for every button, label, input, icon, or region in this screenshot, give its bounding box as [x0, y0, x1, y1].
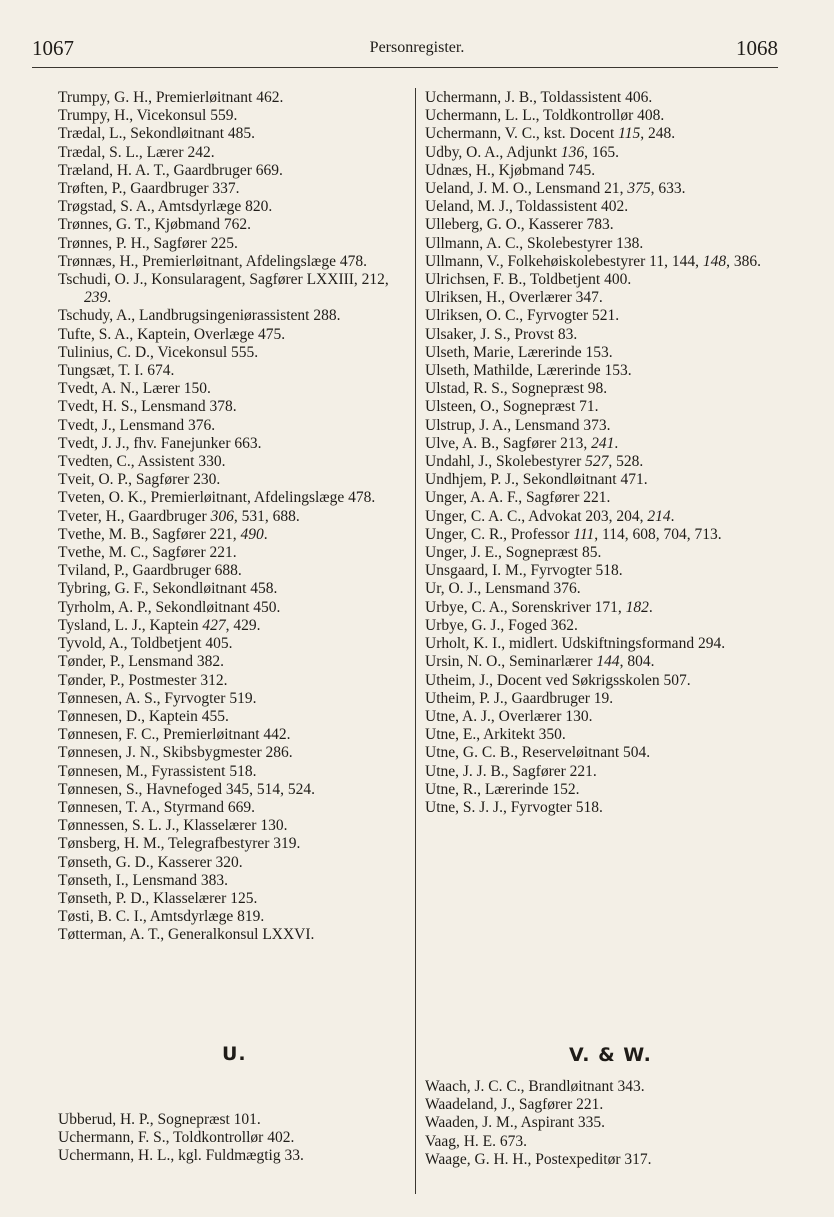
register-entry — [58, 726, 410, 744]
entry-text: . — [614, 434, 619, 452]
italic-page-reference: 148 — [702, 252, 727, 270]
entry-text: Tyrholm, A. P., Sekondløitnant 450. — [58, 598, 281, 616]
register-entry — [425, 635, 785, 653]
left-page-number: 1067 — [32, 36, 74, 60]
entry-text: Waach, J. C. C., Brandløitnant 343. — [425, 1078, 645, 1095]
register-entry — [58, 307, 410, 325]
entry-text: Ulrichsen, F. B., Toldbetjent 400. — [425, 271, 632, 289]
register-entry — [58, 672, 410, 690]
italic-page-reference: 144 — [596, 653, 620, 671]
entry-text: . — [648, 598, 653, 616]
entry-text: Tøsti, B. C. I., Amtsdyrlæge 819. — [58, 908, 265, 926]
entry-text: Tveit, O. P., Sagfører 230. — [58, 471, 221, 489]
register-entry — [425, 198, 785, 216]
register-entry — [58, 198, 410, 216]
entry-text: Tønseth, P. D., Klasselærer 125. — [58, 889, 258, 907]
register-entry — [58, 508, 410, 526]
register-entry — [425, 162, 785, 180]
entry-text: Træland, H. A. T., Gaardbruger 669. — [58, 161, 283, 179]
register-entry — [425, 271, 785, 289]
entry-text: Utne, G. C. B., Reserveløitnant 504. — [425, 744, 651, 762]
entry-text: Utne, R., Lærerinde 152. — [425, 780, 580, 798]
entry-text: Tschudy, A., Landbrugsingeniørassistent 288. — [58, 307, 341, 325]
entry-text: Vaag, H. E. 673. — [425, 1132, 528, 1150]
register-entry — [425, 544, 785, 562]
register-entry — [425, 508, 785, 526]
italic-page-reference: 527 — [585, 453, 609, 471]
register-entry — [58, 708, 410, 726]
entry-text: Tønnesen, D., Kaptein 455. — [58, 707, 229, 725]
entry-text: Trumpy, H., Vicekonsul 559. — [58, 107, 238, 125]
register-entry — [425, 289, 785, 307]
register-entry — [58, 872, 410, 890]
register-entry — [58, 744, 410, 762]
entry-text: Udby, O. A., Adjunkt — [425, 143, 561, 161]
italic-page-reference: 182 — [625, 598, 649, 616]
entry-text: Utheim, P. J., Gaardbruger 19. — [425, 689, 614, 707]
entry-text: Urholt, K. I., midlert. Udskiftningsformand 294. — [425, 635, 726, 653]
entry-text: Ur, O. J., Lensmand 376. — [425, 580, 581, 598]
entry-text: Ulseth, Marie, Lærerinde 153. — [425, 343, 613, 361]
entry-text: Uchermann, H. L., kgl. Fuldmægtig 33. — [58, 1147, 304, 1165]
register-entry — [425, 562, 785, 580]
entry-text: Tønnesen, J. N., Skibsbygmester 286. — [58, 744, 293, 762]
entry-text: . — [263, 525, 268, 543]
entry-text: Tønder, P., Lensmand 382. — [58, 653, 224, 671]
register-entry — [425, 672, 785, 690]
entry-text: Ullmann, V., Folkehøiskolebestyrer 11, 144, — [425, 252, 703, 270]
register-entry — [425, 471, 785, 489]
entry-text: Tvedt, J. J., fhv. Fanejunker 663. — [58, 434, 262, 452]
register-entry — [58, 162, 410, 180]
register-entry — [425, 617, 785, 635]
register-entry — [58, 89, 410, 107]
register-entry — [425, 362, 785, 380]
register-entry — [58, 690, 410, 708]
entry-text: Uchermann, J. B., Toldassistent 406. — [425, 89, 653, 106]
section-vw-entries — [425, 1078, 785, 1169]
entry-text: Trædal, S. L., Lærer 242. — [58, 143, 215, 161]
register-entry — [58, 489, 410, 507]
entry-text: , 114, 608, 704, 713. — [594, 525, 722, 543]
register-entry — [425, 489, 785, 507]
register-entry — [58, 216, 410, 234]
register-entry — [425, 453, 785, 471]
entry-text: Ursin, N. O., Seminarlærer — [425, 653, 597, 671]
register-entry — [425, 1096, 785, 1114]
register-entry — [425, 580, 785, 598]
register-entry — [58, 471, 410, 489]
entry-text: , 429. — [225, 616, 261, 634]
register-entry — [58, 1129, 410, 1147]
entry-text: Waaden, J. M., Aspirant 335. — [425, 1114, 605, 1132]
register-entry — [58, 107, 410, 125]
right-column-entries — [425, 89, 785, 817]
register-entry — [58, 544, 410, 562]
entry-text: Unger, C. R., Professor — [425, 525, 574, 543]
entry-text: Tønnesen, S., Havnefoged 345, 514, 524. — [58, 780, 315, 798]
register-entry — [58, 926, 410, 944]
entry-text: Trøgstad, S. A., Amtsdyrlæge 820. — [58, 198, 273, 216]
register-entry — [58, 235, 410, 253]
entry-text: , 633. — [650, 180, 686, 198]
register-entry — [58, 1147, 410, 1165]
register-entry — [58, 580, 410, 598]
register-entry — [58, 835, 410, 853]
entry-text: Utne, J. J. B., Sagfører 221. — [425, 762, 597, 780]
register-entry — [425, 1151, 785, 1169]
entry-text: Urbye, C. A., Sorenskriver 171, — [425, 598, 626, 616]
entry-text: Tvedt, J., Lensmand 376. — [58, 416, 216, 434]
entry-text: Tungsæt, T. I. 674. — [58, 362, 175, 380]
entry-text: Ulriksen, O. C., Fyrvogter 521. — [425, 307, 620, 325]
entry-text: Tulinius, C. D., Vicekonsul 555. — [58, 343, 259, 361]
right-page-number: 1068 — [736, 36, 778, 60]
entry-text: Waadeland, J., Sagfører 221. — [425, 1096, 604, 1114]
entry-text: Ueland, M. J., Toldassistent 402. — [425, 198, 629, 216]
entry-text: Tveter, H., Gaardbruger — [58, 507, 211, 525]
register-entry — [58, 1111, 410, 1129]
register-entry — [425, 380, 785, 398]
entry-text: Tønnesen, A. S., Fyrvogter 519. — [58, 689, 257, 707]
register-entry — [425, 253, 785, 271]
register-entry — [425, 326, 785, 344]
register-entry — [425, 690, 785, 708]
entry-text: , 386. — [726, 252, 761, 270]
italic-page-reference: 214 — [647, 507, 671, 525]
entry-text: Ulstrup, J. A., Lensmand 373. — [425, 416, 611, 434]
entry-text: Tvethe, M. C., Sagfører 221. — [58, 544, 237, 562]
entry-text: Ulleberg, G. O., Kasserer 783. — [425, 216, 614, 234]
entry-text: Uchermann, V. C., kst. Docent — [425, 125, 619, 143]
register-entry — [425, 144, 785, 162]
register-entry — [58, 817, 410, 835]
register-entry — [58, 144, 410, 162]
entry-text: , 531, 688. — [233, 507, 300, 525]
entry-text: Tyvold, A., Toldbetjent 405. — [58, 635, 233, 653]
register-entry — [58, 908, 410, 926]
register-entry — [425, 307, 785, 325]
entry-text: Tysland, L. J., Kaptein — [58, 616, 203, 634]
register-entry — [425, 781, 785, 799]
entry-text: Tveten, O. K., Premierløitnant, Afdelingslæge 478. — [58, 489, 376, 507]
entry-text: Ulsaker, J. S., Provst 83. — [425, 325, 578, 343]
register-entry — [425, 653, 785, 671]
entry-text: Tønnesen, T. A., Styrmand 669. — [58, 798, 256, 816]
entry-text: Ulsteen, O., Sognepræst 71. — [425, 398, 599, 416]
entry-text: Utne, S. J. J., Fyrvogter 518. — [425, 798, 603, 816]
entry-text: Tvedten, C., Assistent 330. — [58, 453, 226, 471]
italic-page-reference: 490 — [240, 525, 264, 543]
entry-text: Tybring, G. F., Sekondløitnant 458. — [58, 580, 278, 598]
register-entry — [425, 1078, 785, 1096]
italic-page-reference: 111 — [573, 525, 595, 543]
register-entry — [425, 435, 785, 453]
entry-text: Tønsberg, H. M., Telegrafbestyrer 319. — [58, 835, 301, 853]
entry-text: Udnæs, H., Kjøbmand 745. — [425, 161, 596, 179]
register-entry — [425, 216, 785, 234]
entry-text: Tønseth, G. D., Kasserer 320. — [58, 853, 243, 871]
italic-page-reference: 115 — [618, 125, 641, 143]
header-rule — [32, 67, 778, 68]
entry-text: Ueland, J. M. O., Lensmand 21, — [425, 180, 628, 198]
entry-text: Tønnesen, M., Fyrassistent 518. — [58, 762, 257, 780]
entry-text: , 804. — [619, 653, 655, 671]
register-entry — [58, 799, 410, 817]
register-entry — [58, 398, 410, 416]
entry-text: Unger, J. E., Sognepræst 85. — [425, 544, 602, 562]
entry-text: , 248. — [640, 125, 676, 143]
register-entry — [425, 763, 785, 781]
italic-page-reference: 241 — [591, 434, 615, 452]
entry-text: Ubberud, H. P., Sognepræst 101. — [58, 1111, 261, 1128]
entry-text: Uchermann, F. S., Toldkontrollør 402. — [58, 1129, 295, 1147]
entry-text: Tønseth, I., Lensmand 383. — [58, 871, 229, 889]
register-entry — [58, 253, 410, 271]
entry-text: , 165. — [584, 143, 620, 161]
entry-text: Urbye, G. J., Foged 362. — [425, 616, 578, 634]
entry-text: . — [107, 289, 112, 307]
register-entry — [58, 526, 410, 544]
register-entry — [425, 417, 785, 435]
register-entry — [425, 726, 785, 744]
register-entry — [425, 180, 785, 198]
entry-text: Tschudi, O. J., Konsularagent, Sagfører LXXIII, 212, — [58, 271, 389, 289]
register-entry — [58, 763, 410, 781]
register-entry — [58, 854, 410, 872]
register-entry — [58, 417, 410, 435]
register-entry — [425, 708, 785, 726]
register-entry — [58, 617, 410, 635]
register-entry — [58, 344, 410, 362]
entry-text: Ullmann, A. C., Skolebestyrer 138. — [425, 234, 644, 252]
section-heading-u: U. — [222, 1043, 247, 1065]
entry-text: Tøtterman, A. T., Generalkonsul LXXVI. — [58, 926, 315, 944]
register-entry — [425, 599, 785, 617]
register-entry — [58, 562, 410, 580]
register-entry — [425, 107, 785, 125]
entry-text: Tviland, P., Gaardbruger 688. — [58, 562, 242, 580]
italic-page-reference: 375 — [627, 180, 651, 198]
register-entry — [58, 271, 410, 307]
register-entry — [58, 890, 410, 908]
page-title: Personregister. — [369, 39, 465, 56]
register-entry — [425, 125, 785, 143]
entry-text: Utne, A. J., Overlærer 130. — [425, 707, 593, 725]
entry-text: Uchermann, L. L., Toldkontrollør 408. — [425, 107, 665, 125]
italic-page-reference: 239 — [84, 289, 108, 307]
entry-text: Waage, G. H. H., Postexpeditør 317. — [425, 1150, 652, 1168]
entry-text: Unsgaard, I. M., Fyrvogter 518. — [425, 562, 623, 580]
entry-text: Unger, C. A. C., Advokat 203, 204, — [425, 507, 648, 525]
entry-text: Tufte, S. A., Kaptein, Overlæge 475. — [58, 325, 286, 343]
italic-page-reference: 427 — [202, 616, 226, 634]
register-entry — [58, 380, 410, 398]
register-entry — [425, 398, 785, 416]
entry-text: Trøften, P., Gaardbruger 337. — [58, 180, 240, 198]
register-entry — [425, 799, 785, 817]
section-heading-vw: V. & W. — [569, 1044, 652, 1066]
entry-text: Ulstad, R. S., Sognepræst 98. — [425, 380, 608, 398]
entry-text: Utne, E., Arkitekt 350. — [425, 726, 566, 744]
section-u-entries — [58, 1111, 410, 1166]
entry-text: Tønder, P., Postmester 312. — [58, 671, 228, 689]
register-entry — [425, 526, 785, 544]
register-entry — [425, 1133, 785, 1151]
entry-text: Tønnessen, S. L. J., Klasselærer 130. — [58, 817, 288, 835]
entry-text: Undahl, J., Skolebestyrer — [425, 453, 586, 471]
entry-text: Ulriksen, H., Overlærer 347. — [425, 289, 603, 307]
entry-text: Utheim, J., Docent ved Søkrigsskolen 507. — [425, 671, 691, 689]
register-entry — [58, 435, 410, 453]
italic-page-reference: 136 — [560, 143, 585, 161]
register-entry — [58, 362, 410, 380]
entry-text: Trønnæs, H., Premierløitnant, Afdelingslæge 478. — [58, 252, 367, 270]
entry-text: Trønnes, P. H., Sagfører 225. — [58, 234, 238, 252]
register-entry — [58, 453, 410, 471]
register-entry — [58, 180, 410, 198]
register-entry — [58, 653, 410, 671]
register-entry — [58, 125, 410, 143]
register-entry — [58, 781, 410, 799]
entry-text: Tvethe, M. B., Sagfører 221, — [58, 525, 241, 543]
register-entry — [58, 326, 410, 344]
column-divider — [415, 88, 416, 1194]
entry-text: , 528. — [608, 453, 644, 471]
register-entry — [425, 744, 785, 762]
entry-text: . — [670, 507, 675, 525]
entry-text: Ulseth, Mathilde, Lærerinde 153. — [425, 362, 632, 380]
entry-text: Unger, A. A. F., Sagfører 221. — [425, 489, 611, 507]
entry-text: Tønnesen, F. C., Premierløitnant 442. — [58, 726, 291, 744]
register-entry — [425, 89, 785, 107]
entry-text: Trumpy, G. H., Premierløitnant 462. — [58, 89, 284, 106]
left-column-entries — [58, 89, 410, 945]
register-entry — [58, 599, 410, 617]
entry-text: Trønnes, G. T., Kjøbmand 762. — [58, 216, 252, 234]
entry-text: Tvedt, H. S., Lensmand 378. — [58, 398, 237, 416]
entry-text: Undhjem, P. J., Sekondløitnant 471. — [425, 471, 648, 489]
register-entry — [425, 235, 785, 253]
italic-page-reference: 306 — [210, 507, 234, 525]
register-entry — [58, 635, 410, 653]
register-entry — [425, 344, 785, 362]
register-entry — [425, 1114, 785, 1132]
entry-text: Tvedt, A. N., Lærer 150. — [58, 380, 211, 398]
entry-text: Trædal, L., Sekondløitnant 485. — [58, 125, 256, 143]
entry-text: Ulve, A. B., Sagfører 213, — [425, 434, 592, 452]
